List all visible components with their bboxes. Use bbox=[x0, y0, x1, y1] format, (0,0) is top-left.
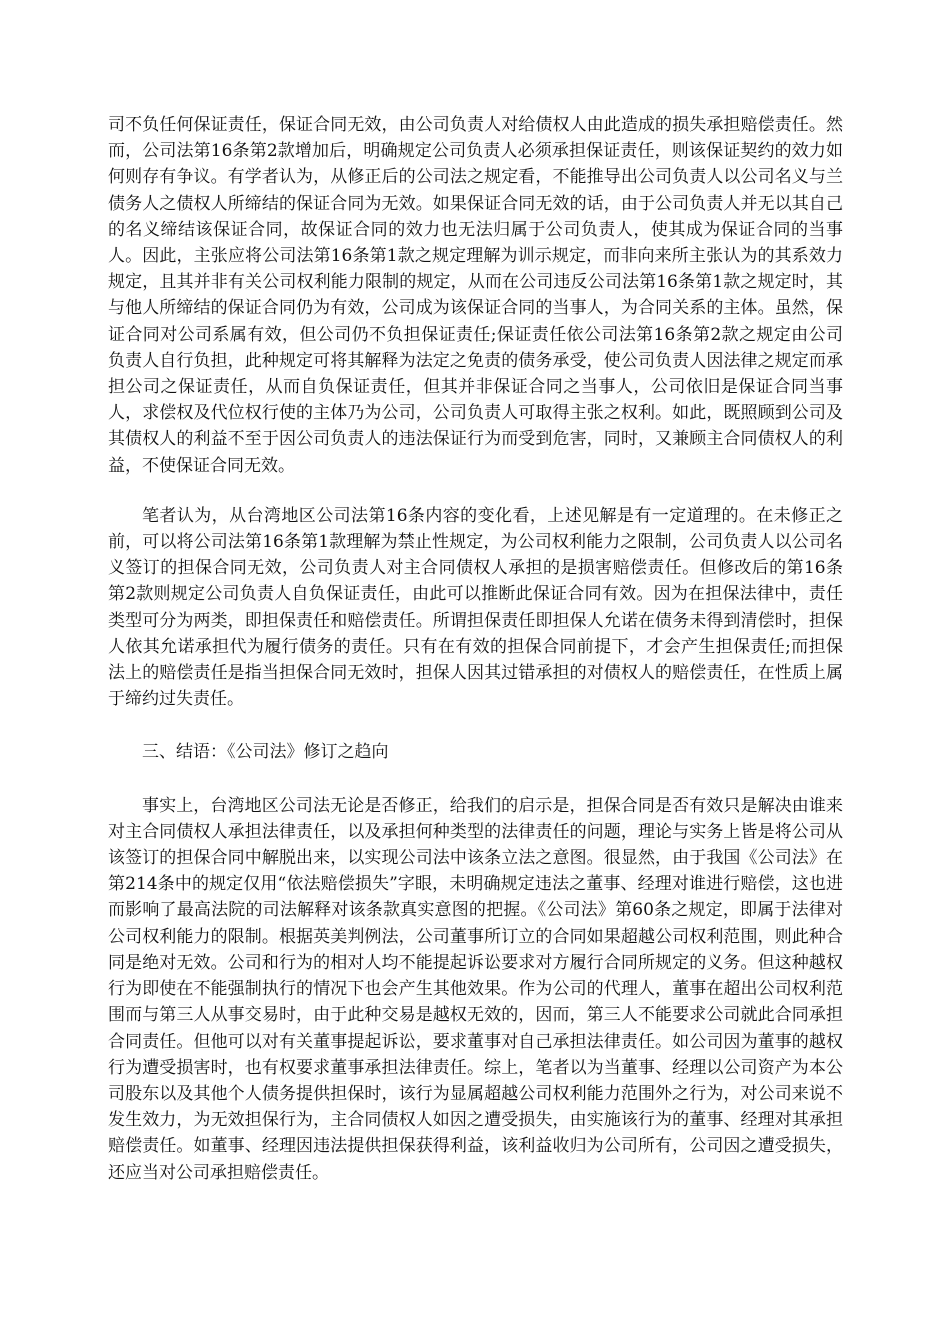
document-body bbox=[108, 112, 843, 1186]
paragraph-author-view: 笔者认为，从台湾地区公司法第16条内容的变化看，上述见解是有一定道理的。在未修正之前，可以将公司法第16条第1款理解为禁止性规定，为公司权利能力之限制，公司负责人以公司名义签订的担保合同无效，公司负责人对主合同债权人承担的是损害赔偿责任。但修改后的第16条第2款则规定公司负责人自负保证责任，由此可以推断此保证合同有效。因为在担保法律中，责任类型可分为两类，即担保责任和赔偿责任。所谓担保责任即担保人允诺在债务未得到清偿时，担保人依其允诺承担代为履行债务的责任。只有在有效的担保合同前提下，才会产生担保责任;而担保法上的赔偿责任是指当担保合同无效时，担保人因其过错承担的对债权人的赔偿责任，在性质上属于缔约过失责任。 bbox=[108, 505, 843, 710]
paragraph-conclusion: 事实上，台湾地区公司法无论是否修正，给我们的启示是，担保合同是否有效只是解决由谁来对主合同债权人承担法律责任，以及承担何种类型的法律责任的问题，理论与实务上皆是将公司从该签订的担保合同中解脱出来，以实现公司法中该条立法之意图。很显然，由于我国《公司法》在第214条中的规定仅用“依法赔偿损失”字眼，未明确规定违法之董事、经理对谁进行赔偿，这也进而影响了最高法院的司法解释对该条款真实意图的把握。《公司法》第60条之规定，即属于法律对公司权利能力的限制。根据英美判例法，公司董事所订立的合同如果超越公司权利范围，则此种合同是绝对无效。公司和行为的相对人均不能提起诉讼要求对方履行合同所规定的义务。但这种越权行为即使在不能强制执行的情况下也会产生其他效果。作为公司的代理人，董事在超出公司权利范围而与第三人从事交易时，由于此种交易是越权无效的，因而，第三人不能要求公司就此合同承担合同责任。但他可以对有关董事提起诉讼，要求董事对自己承担法律责任。如公司因为董事的越权行为遭受损害时，也有权要求董事承担法律责任。综上，笔者以为当董事、经理以公司资产为本公司股东以及其他个人债务提供担保时，该行为显属超越公司权利能力范围外之行为，对公司来说不发生效力，为无效担保行为，主合同债权人如因之遭受损失，由实施该行为的董事、经理对其承担赔偿责任。如董事、经理因违法提供担保获得利益，该利益收归为公司所有，公司因之遭受损失，还应当对公司承担赔偿责任。 bbox=[108, 795, 843, 1183]
paragraph-continued: 司不负任何保证责任，保证合同无效，由公司负责人对给债权人由此造成的损失承担赔偿责任。然而，公司法第16条第2款增加后，明确规定公司负责人必须承担保证责任，则该保证契约的效力如何则存有争议。有学者认为，从修正后的公司法之规定看，不能推导出公司负责人以公司名义与兰债务人之债权人所缔结的保证合同为无效。如果保证合同无效的话，由于公司负责人并无以其自己的名义缔结该保证合同，故保证合同的效力也无法归属于公司负责人，使其成为保证合同的当事人。因此，主张应将公司法第16条第1款之规定理解为训示规定，而非向来所主张认为的其系效力规定，且其并非有关公司权利能力限制的规定，从而在公司违反公司法第16条第1款之规定时，其与他人所缔结的保证合同仍为有效，公司成为该保证合同的当事人，为合同关系的主体。虽然，保证合同对公司系属有效，但公司仍不负担保证责任;保证责任依公司法第16条第2款之规定由公司负责人自行负担，此种规定可将其解释为法定之免责的债务承受，使公司负责人因法律之规定而承担公司之保证责任，从而自负保证责任，但其并非保证合同之当事人，公司依旧是保证合同当事人，求偿权及代位权行使的主体乃为公司，公司负责人可取得主张之权利。如此，既照顾到公司及其债权人的利益不至于因公司负责人的违法保证行为而受到危害，同时，又兼顾主合同债权人的利益，不使保证合同无效。 bbox=[108, 115, 843, 476]
section-heading-conclusion: 三、结语：《公司法》修订之趋向 bbox=[142, 742, 389, 763]
